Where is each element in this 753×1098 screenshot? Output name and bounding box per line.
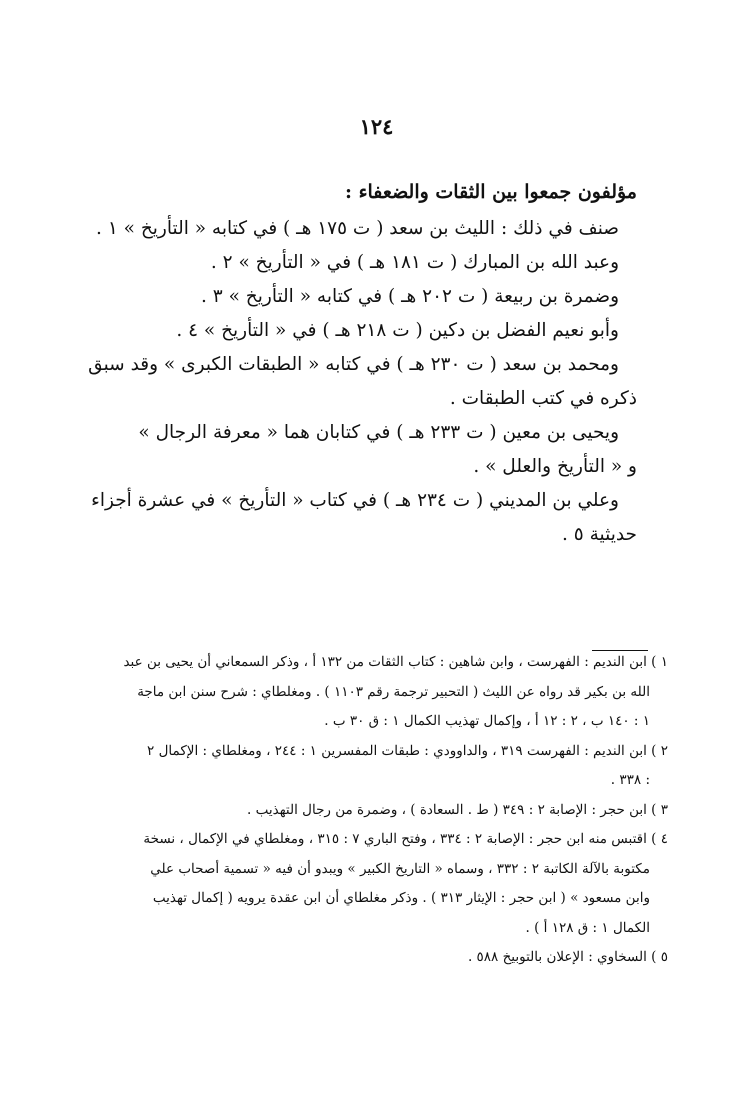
footnotes [92,648,668,973]
body-line: وعلي بن المديني ( ت ٢٣٤ هـ ) في كتاب « التأريخ » في عشرة أجزاء [91,490,619,511]
footnote [92,796,668,826]
page-number: ١٢٤ [359,114,394,139]
body-line: و « التأريخ والعلل » . [473,456,637,477]
footnote-line: : ٣٣٨ . [610,772,650,788]
section-heading: مؤلفون جمعوا بين الثقات والضعفاء : [344,181,637,203]
footnote-line: وابن مسعود » ( ابن حجر : الإيثار ٣١٣ ) . وذكر مغلطاي أن ابن عقدة يرويه ( إكمال تهذيب [152,890,650,906]
footnote-line: ٣ ) ابن حجر : الإصابة ٢ : ٣٤٩ ( ط . السعادة ) ، وضمرة من رجال التهذيب . [247,801,668,818]
footnote-line: مكتوبة بالآلة الكاتبة ٢ : ٣٣٢ ، وسماه « التاريخ الكبير » ويبدو أن فيه « تسمية أصحاب علي [150,860,650,877]
footnote-line: الله بن بكير قد رواه عن الليث ( التحبير ترجمة رقم ١١٠٣ ) . ومغلطاي : شرح سنن ابن ماجة [137,683,650,700]
body-line: ويحيى بن معين ( ت ٢٣٣ هـ ) في كتابان هما « معرفة الرجال » [138,422,619,443]
body-line: وأبو نعيم الفضل بن دكين ( ت ٢١٨ هـ ) في « التأريخ » ٤ . [176,320,619,341]
body-line: ذكره في كتب الطبقات . [449,388,637,409]
footnote [92,648,668,737]
body-line: ومحمد بن سعد ( ت ٢٣٠ هـ ) في كتابه « الطبقات الكبرى » وقد سبق [88,354,619,375]
footnote [92,943,668,973]
body-lines [62,212,637,552]
body-line: وضمرة بن ربيعة ( ت ٢٠٢ هـ ) في كتابه « التأريخ » ٣ . [201,286,619,307]
footnote-line: ١ : ١٤٠ ب ، ٢ : ١٢ أ ، وإكمال تهذيب الكمال ١ : ق ٣٠ ب . [324,713,650,729]
footnote [92,825,668,943]
body-line: صنف في ذلك : الليث بن سعد ( ت ١٧٥ هـ ) في كتابه « التأريخ » ١ . [96,218,619,239]
footnote-line: ١ ) ابن النديم : الفهرست ، وابن شاهين : كتاب الثقات من ١٣٢ أ ، وذكر السمعاني أن يحيى بن عبد [123,654,668,670]
footnote [92,737,668,796]
footnote-line: ٥ ) السخاوي : الإعلان بالتوبيخ ٥٨٨ . [467,949,668,965]
body-line: حديثية ٥ . [562,524,637,545]
footnote-line: ٢ ) ابن النديم : الفهرست ٣١٩ ، والداوودي : طبقات المفسرين ١ : ٢٤٤ ، ومغلطاي : الإكمال ٢ [147,742,668,759]
main-text [62,174,637,552]
footnote-line: الكمال ١ : ق ١٢٨ أ ) . [525,919,650,936]
footnote-line: ٤ ) اقتبس منه ابن حجر : الإصابة ٢ : ٣٣٤ ، وفتح الباري ٧ : ٣١٥ ، ومغلطاي في الإكمال ، نسخة [143,831,668,847]
body-line: وعبد الله بن المبارك ( ت ١٨١ هـ ) في « التأريخ » ٢ . [210,252,619,273]
